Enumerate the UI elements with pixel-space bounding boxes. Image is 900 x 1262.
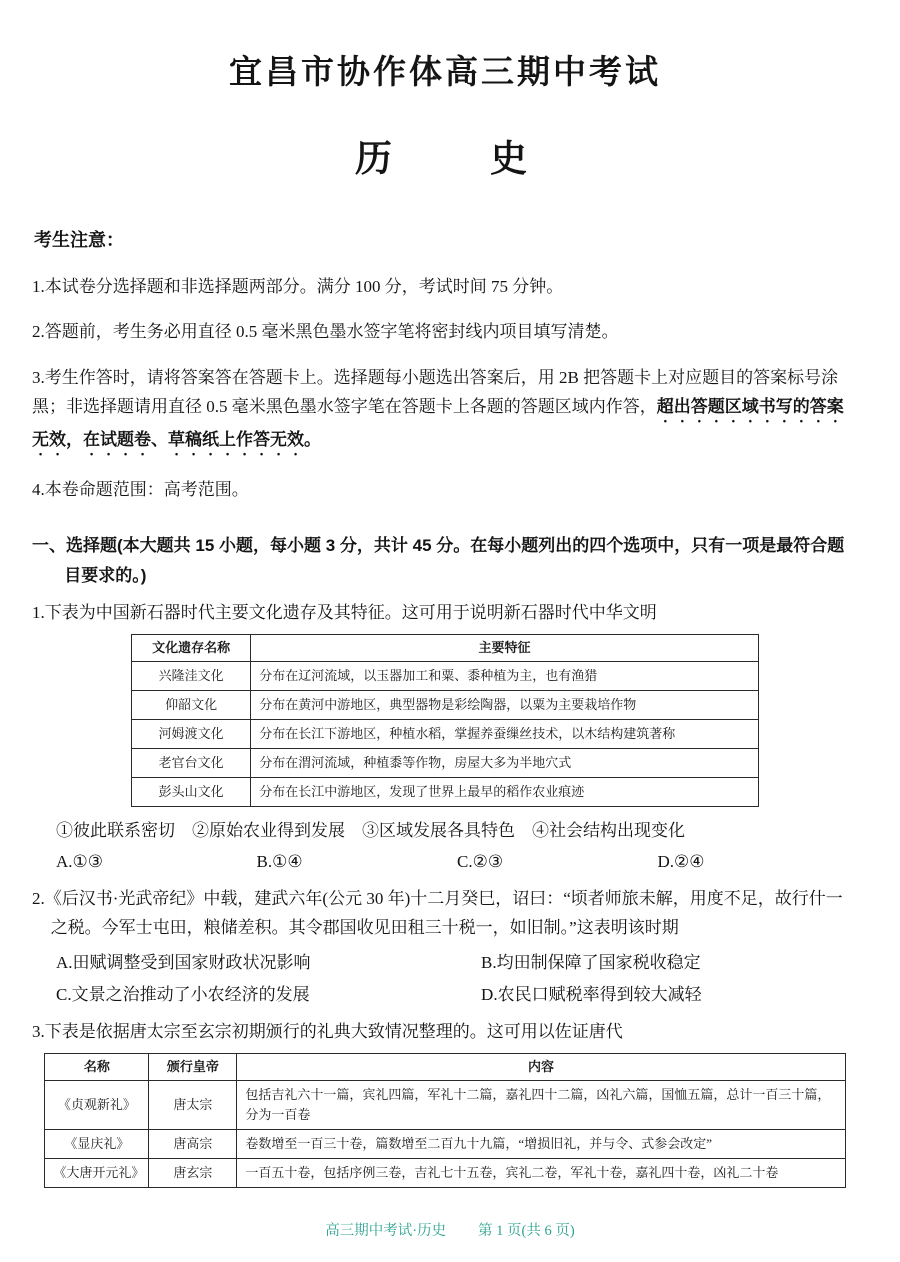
notice-item-2: 2.答题前，考生务必用直径 0.5 毫米黑色墨水签字笔将密封线内项目填写清楚。 <box>32 322 619 342</box>
table-header-row <box>132 634 759 661</box>
question-2-stem: 2.《后汉书·光武帝纪》中载，建武六年(公元 30 年)十二月癸巳，诏曰：“顷者师旅未解，用度不足，故行什一之税。今军士屯田，粮储差积。其令郡国收见田租三十税一，如旧制。”这表明该时期 <box>32 889 843 938</box>
footer-page-info: 第 1 页(共 6 页) <box>478 1223 575 1240</box>
culture-feature: 分布在渭河流域，种植黍等作物，房屋大多为半地穴式 <box>251 749 759 778</box>
notice-item-3-text: 3.考生作答时，请将答案答在答题卡上。选择题每小题选出答案后，用 2B 把答题卡上对应题目的答案标号涂黑；非选择题请用直径 0.5 毫米黑色墨水签字笔在答题卡上各题的答题区域内作答， <box>32 368 839 417</box>
culture-name: 仰韶文化 <box>132 690 251 719</box>
culture-feature: 分布在长江中游地区，发现了世界上最早的稻作农业痕迹 <box>251 778 759 807</box>
table-row <box>45 1080 845 1129</box>
table-row <box>132 661 759 690</box>
q2-option-c: C.文景之治推动了小农经济的发展 <box>56 984 310 1004</box>
question-2 <box>32 885 858 1010</box>
q3-header-content: 内容 <box>237 1053 845 1080</box>
q1-culture-table <box>131 634 759 808</box>
culture-feature: 分布在长江下游地区，种植水稻，掌握养蚕缫丝技术，以木结构建筑著称 <box>251 719 759 748</box>
q1-header-culture-name: 文化遗存名称 <box>132 634 251 661</box>
table-row <box>45 1130 845 1159</box>
culture-name: 老官台文化 <box>132 749 251 778</box>
ritual-name: 《贞观新礼》 <box>45 1080 149 1129</box>
question-1 <box>32 599 858 878</box>
q1-option-c: C.②③ <box>457 852 504 872</box>
ritual-content: 包括吉礼六十一篇，宾礼四篇，军礼十二篇，嘉礼四十二篇，凶礼六篇，国恤五篇，总计一百三十篇，分为一百卷 <box>237 1080 845 1129</box>
table-row <box>132 690 759 719</box>
ritual-content: 卷数增至一百三十卷，篇数增至二百九十九篇，“增损旧礼，并与令、式参会改定” <box>237 1130 845 1159</box>
subject-title: 历 史 <box>355 138 535 180</box>
question-3-stem: 3.下表是依据唐太宗至玄宗初期颁行的礼典大致情况整理的。这可用以佐证唐代 <box>32 1021 623 1041</box>
q1-option-b: B.①④ <box>256 852 303 872</box>
table-row <box>132 719 759 748</box>
issuing-emperor: 唐太宗 <box>149 1080 237 1129</box>
q3-header-name: 名称 <box>45 1053 149 1080</box>
table-row <box>45 1159 845 1188</box>
notice-item-1: 1.本试卷分选择题和非选择题两部分。满分 100 分，考试时间 75 分钟。 <box>32 276 564 296</box>
q1-option-a: A.①③ <box>56 852 104 872</box>
culture-name: 河姆渡文化 <box>132 719 251 748</box>
q1-option-d: D.②④ <box>657 852 705 872</box>
q1-numbered-items: ①彼此联系密切 ②原始农业得到发展 ③区域发展各具特色 ④社会结构出现变化 <box>56 821 685 841</box>
footer-exam-label: 高三期中考试·历史 <box>325 1223 447 1240</box>
notice-heading: 考生注意： <box>34 229 124 250</box>
notice-item-3-emphasis: 超出答题区域书写的答案无效，在试题卷、草稿纸上作答无效。 <box>32 397 844 450</box>
exam-title: 宜昌市协作体高三期中考试 <box>229 53 661 90</box>
culture-feature: 分布在辽河流域，以玉器加工和粟、黍种植为主，也有渔猎 <box>251 661 759 690</box>
culture-name: 彭头山文化 <box>132 778 251 807</box>
notice-item-3 <box>32 364 858 459</box>
ritual-name: 《大唐开元礼》 <box>45 1159 149 1188</box>
section-heading-choice-questions: 一、选择题(本大题共 15 小题，每小题 3 分，共计 45 分。在每小题列出的四个选项中，只有一项是最符合题目要求的。) <box>32 536 845 585</box>
ritual-name: 《显庆礼》 <box>45 1130 149 1159</box>
culture-name: 兴隆洼文化 <box>132 661 251 690</box>
q1-header-main-feature: 主要特征 <box>251 634 759 661</box>
page-footer <box>0 1219 900 1244</box>
ritual-content: 一百五十卷，包括序例三卷，吉礼七十五卷，宾礼二卷，军礼十卷，嘉礼四十卷，凶礼二十卷 <box>237 1159 845 1188</box>
q2-option-a: A.田赋调整受到国家财政状况影响 <box>56 952 311 972</box>
notice-section <box>32 225 858 505</box>
q2-options <box>56 949 858 1010</box>
issuing-emperor: 唐玄宗 <box>149 1159 237 1188</box>
q3-ritual-codes-table <box>44 1053 845 1189</box>
table-row <box>132 778 759 807</box>
notice-item-4: 4.本卷命题范围：高考范围。 <box>32 480 249 500</box>
culture-feature: 分布在黄河中游地区，典型器物是彩绘陶器，以粟为主要栽培作物 <box>251 690 759 719</box>
q2-option-d: D.农民口赋税率得到较大减轻 <box>481 984 702 1004</box>
question-3 <box>32 1018 858 1189</box>
q3-header-emperor: 颁行皇帝 <box>149 1053 237 1080</box>
table-row <box>132 749 759 778</box>
table-header-row <box>45 1053 845 1080</box>
question-1-stem: 1.下表为中国新石器时代主要文化遗存及其特征。这可用于说明新石器时代中华文明 <box>32 602 657 622</box>
q2-option-b: B.均田制保障了国家税收稳定 <box>481 952 701 972</box>
issuing-emperor: 唐高宗 <box>149 1130 237 1159</box>
q1-options <box>56 848 858 877</box>
